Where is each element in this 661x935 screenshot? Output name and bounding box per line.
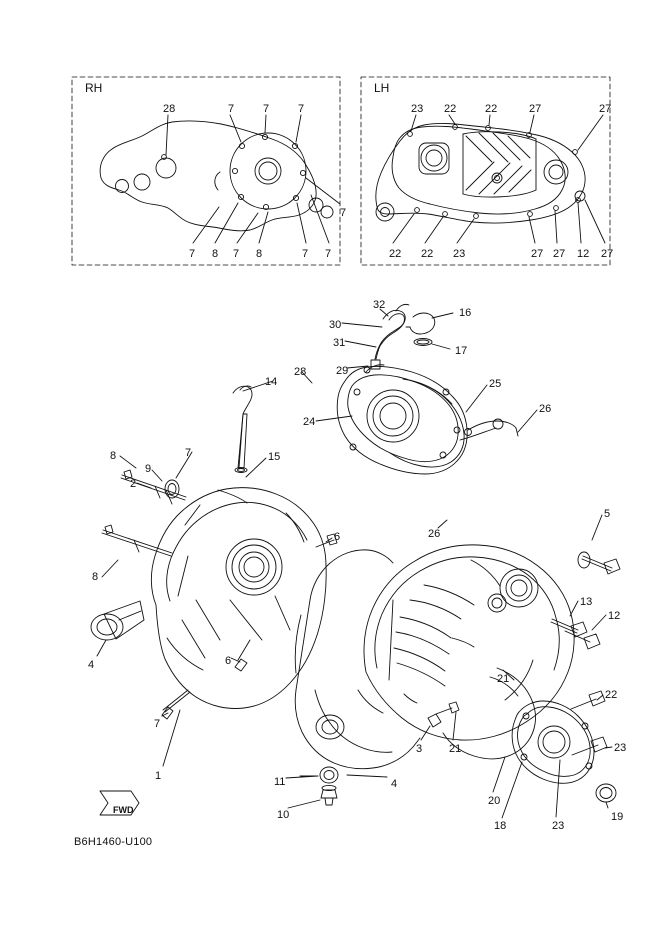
callout-number: 30 xyxy=(329,319,342,331)
callout-number: 7 xyxy=(298,103,305,115)
callout-number: 16 xyxy=(459,307,472,319)
callout-number: 10 xyxy=(277,809,290,821)
callout-number: 5 xyxy=(604,508,611,520)
callout-number: 7 xyxy=(325,248,332,260)
callout-number: 7 xyxy=(189,248,196,260)
panel-label-rh: RH xyxy=(85,81,103,95)
callout-number: 7 xyxy=(340,207,347,219)
callout-number: 4 xyxy=(88,659,95,671)
fwd-direction-label: FWD xyxy=(113,805,134,815)
callout-number: 7 xyxy=(185,447,192,459)
panel-label-lh: LH xyxy=(374,81,390,95)
callout-number: 28 xyxy=(163,103,176,115)
callout-number: 8 xyxy=(212,248,219,260)
callout-number: 32 xyxy=(373,299,386,311)
callout-number: 29 xyxy=(336,365,349,377)
callout-number: 1 xyxy=(155,770,162,782)
callout-number: 24 xyxy=(303,416,316,428)
callout-number: 12 xyxy=(577,248,590,260)
callout-number: 7 xyxy=(263,103,270,115)
callout-number: 22 xyxy=(485,103,498,115)
callout-number: 6 xyxy=(225,655,232,667)
callout-number: 22 xyxy=(444,103,457,115)
callout-number: 22 xyxy=(421,248,434,260)
callout-number: 9 xyxy=(145,463,152,475)
callout-number: 22 xyxy=(389,248,402,260)
callout-number: 4 xyxy=(391,778,398,790)
callout-number: 21 xyxy=(449,743,462,755)
callout-number: 27 xyxy=(531,248,544,260)
callout-number: 27 xyxy=(529,103,542,115)
callout-number: 3 xyxy=(416,743,423,755)
callout-number: 23 xyxy=(552,820,565,832)
callout-number: 17 xyxy=(455,345,468,357)
callout-number: 7 xyxy=(302,248,309,260)
callout-number: 11 xyxy=(274,776,286,788)
callout-number: 8 xyxy=(256,248,263,260)
callout-number: 20 xyxy=(488,795,501,807)
callout-number: 26 xyxy=(428,528,441,540)
callout-number: 23 xyxy=(453,248,466,260)
callout-number: 12 xyxy=(608,610,621,622)
callout-number: 2 xyxy=(130,478,137,490)
callout-number: 27 xyxy=(553,248,566,260)
callout-number: 23 xyxy=(614,742,627,754)
callout-number: 8 xyxy=(92,571,99,583)
callout-number: 26 xyxy=(539,403,552,415)
callout-number: 8 xyxy=(110,450,117,462)
callout-number: 7 xyxy=(154,718,161,730)
callout-number: 6 xyxy=(334,531,341,543)
callout-number: 7 xyxy=(233,248,240,260)
callout-number: 27 xyxy=(599,103,612,115)
callout-number: 25 xyxy=(489,378,502,390)
callout-number: 27 xyxy=(601,248,614,260)
callout-number: 19 xyxy=(611,811,624,823)
callout-number: 21 xyxy=(497,673,510,685)
callout-number: 18 xyxy=(494,820,507,832)
part-code: B6H1460-U100 xyxy=(74,836,153,848)
callout-number: 7 xyxy=(228,103,235,115)
callout-number: 23 xyxy=(411,103,424,115)
callout-number: 14 xyxy=(265,376,278,388)
callout-number: 22 xyxy=(605,689,618,701)
callout-number: 31 xyxy=(333,337,346,349)
callout-number: 13 xyxy=(580,596,593,608)
callout-number: 28 xyxy=(294,366,307,378)
callout-number: 15 xyxy=(268,451,281,463)
